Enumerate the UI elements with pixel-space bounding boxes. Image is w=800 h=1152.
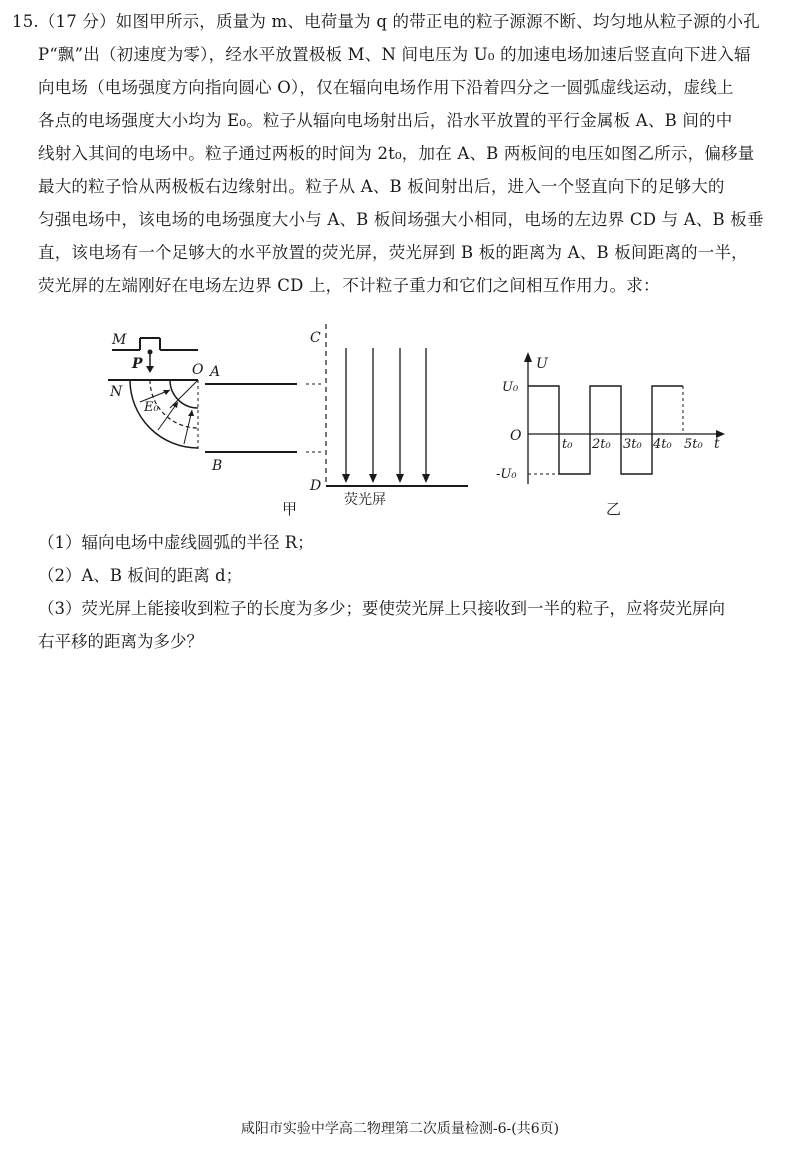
figure-yi <box>492 348 732 488</box>
axis-label-u: U <box>536 356 548 372</box>
label-c: C <box>310 330 321 346</box>
question-line-9: 荧光屏的左端刚好在电场左边界 CD 上，不计粒子重力和它们之间相互作用力。求： <box>38 276 660 295</box>
caption-jia: 甲 <box>282 500 298 518</box>
arrow-icon <box>188 410 194 416</box>
label-e0: E₀ <box>144 400 159 415</box>
label-p: P <box>132 356 143 372</box>
question-line-6: 最大的粒子恰从两极板右边缘射出。粒子从 A、B 板间射出后，进入一个竖直向下的足够大的 <box>38 177 725 196</box>
tick-4t0: 4t₀ <box>653 437 672 452</box>
sub-question-2: （2）A、B 板间的距离 d； <box>38 566 243 585</box>
origin-label: O <box>510 428 522 444</box>
tick-t0: t₀ <box>562 437 573 452</box>
arrow-down-icon <box>422 474 430 483</box>
label-a: A <box>210 364 221 380</box>
voltage-waveform <box>528 386 683 474</box>
arrow-down-icon <box>146 366 154 373</box>
axis-label-t: t <box>714 436 720 452</box>
question-line-5: 线射入其间的电场中。粒子通过两板的时间为 2t₀，加在 A、B 两板间的电压如图乙所示，偏移量 <box>38 144 755 163</box>
tick-5t0: 5t₀ <box>684 437 703 452</box>
figure-jia <box>100 318 480 518</box>
question-line-1: 15.（17 分）如图甲所示，质量为 m、电荷量为 q 的带正电的粒子源源不断、均匀地从粒子源的小孔 <box>12 12 760 31</box>
label-n: N <box>110 384 123 400</box>
page-footer: 咸阳市实验中学高二物理第二次质量检测-6-(共6页) <box>240 1121 560 1137</box>
arrow-down-icon <box>369 474 377 483</box>
source-hole-p <box>148 350 153 355</box>
label-d: D <box>310 478 322 494</box>
arrow-down-icon <box>342 474 350 483</box>
label-o: O <box>192 362 204 378</box>
sub-question-3: （3）荧光屏上能接收到粒子的长度为多少；要使荧光屏上只接收到一半的粒子，应将荧光屏向 <box>38 599 725 618</box>
arrow-down-icon <box>396 474 404 483</box>
tick-2t0: 2t₀ <box>592 437 611 452</box>
question-line-4: 各点的电场强度大小均为 E₀。粒子从辐向电场射出后，沿水平放置的平行金属板 A、B 间的中 <box>38 111 733 130</box>
arrow-up-icon <box>524 352 532 362</box>
level-neg-u0: -U₀ <box>496 467 517 482</box>
question-line-3: 向电场（电场强度方向指向圆心 O），仅在辐向电场作用下沿着四分之一圆弧虚线运动，虚线上 <box>38 78 734 97</box>
tick-3t0: 3t₀ <box>623 437 642 452</box>
question-line-7: 匀强电场中，该电场的电场强度大小与 A、B 板间场强大小相同，电场的左边界 CD 与 A、B 板垂 <box>38 210 764 229</box>
label-screen: 荧光屏 <box>344 492 386 508</box>
question-line-8: 直，该电场有一个足够大的水平放置的荧光屏，荧光屏到 B 板的距离为 A、B 板间距离的一半， <box>38 243 748 262</box>
caption-yi: 乙 <box>606 500 622 518</box>
level-u0: U₀ <box>502 380 519 395</box>
sub-question-1: （1）辐向电场中虚线圆弧的半径 R； <box>38 533 314 552</box>
sub-question-3-cont: 右平移的距离为多少？ <box>38 632 203 651</box>
label-m: M <box>112 332 127 348</box>
question-line-2: P“飘”出（初速度为零），经水平放置极板 M、N 间电压为 U₀ 的加速电场加速后竖直向下进入辐 <box>38 45 751 64</box>
label-b: B <box>212 458 223 474</box>
